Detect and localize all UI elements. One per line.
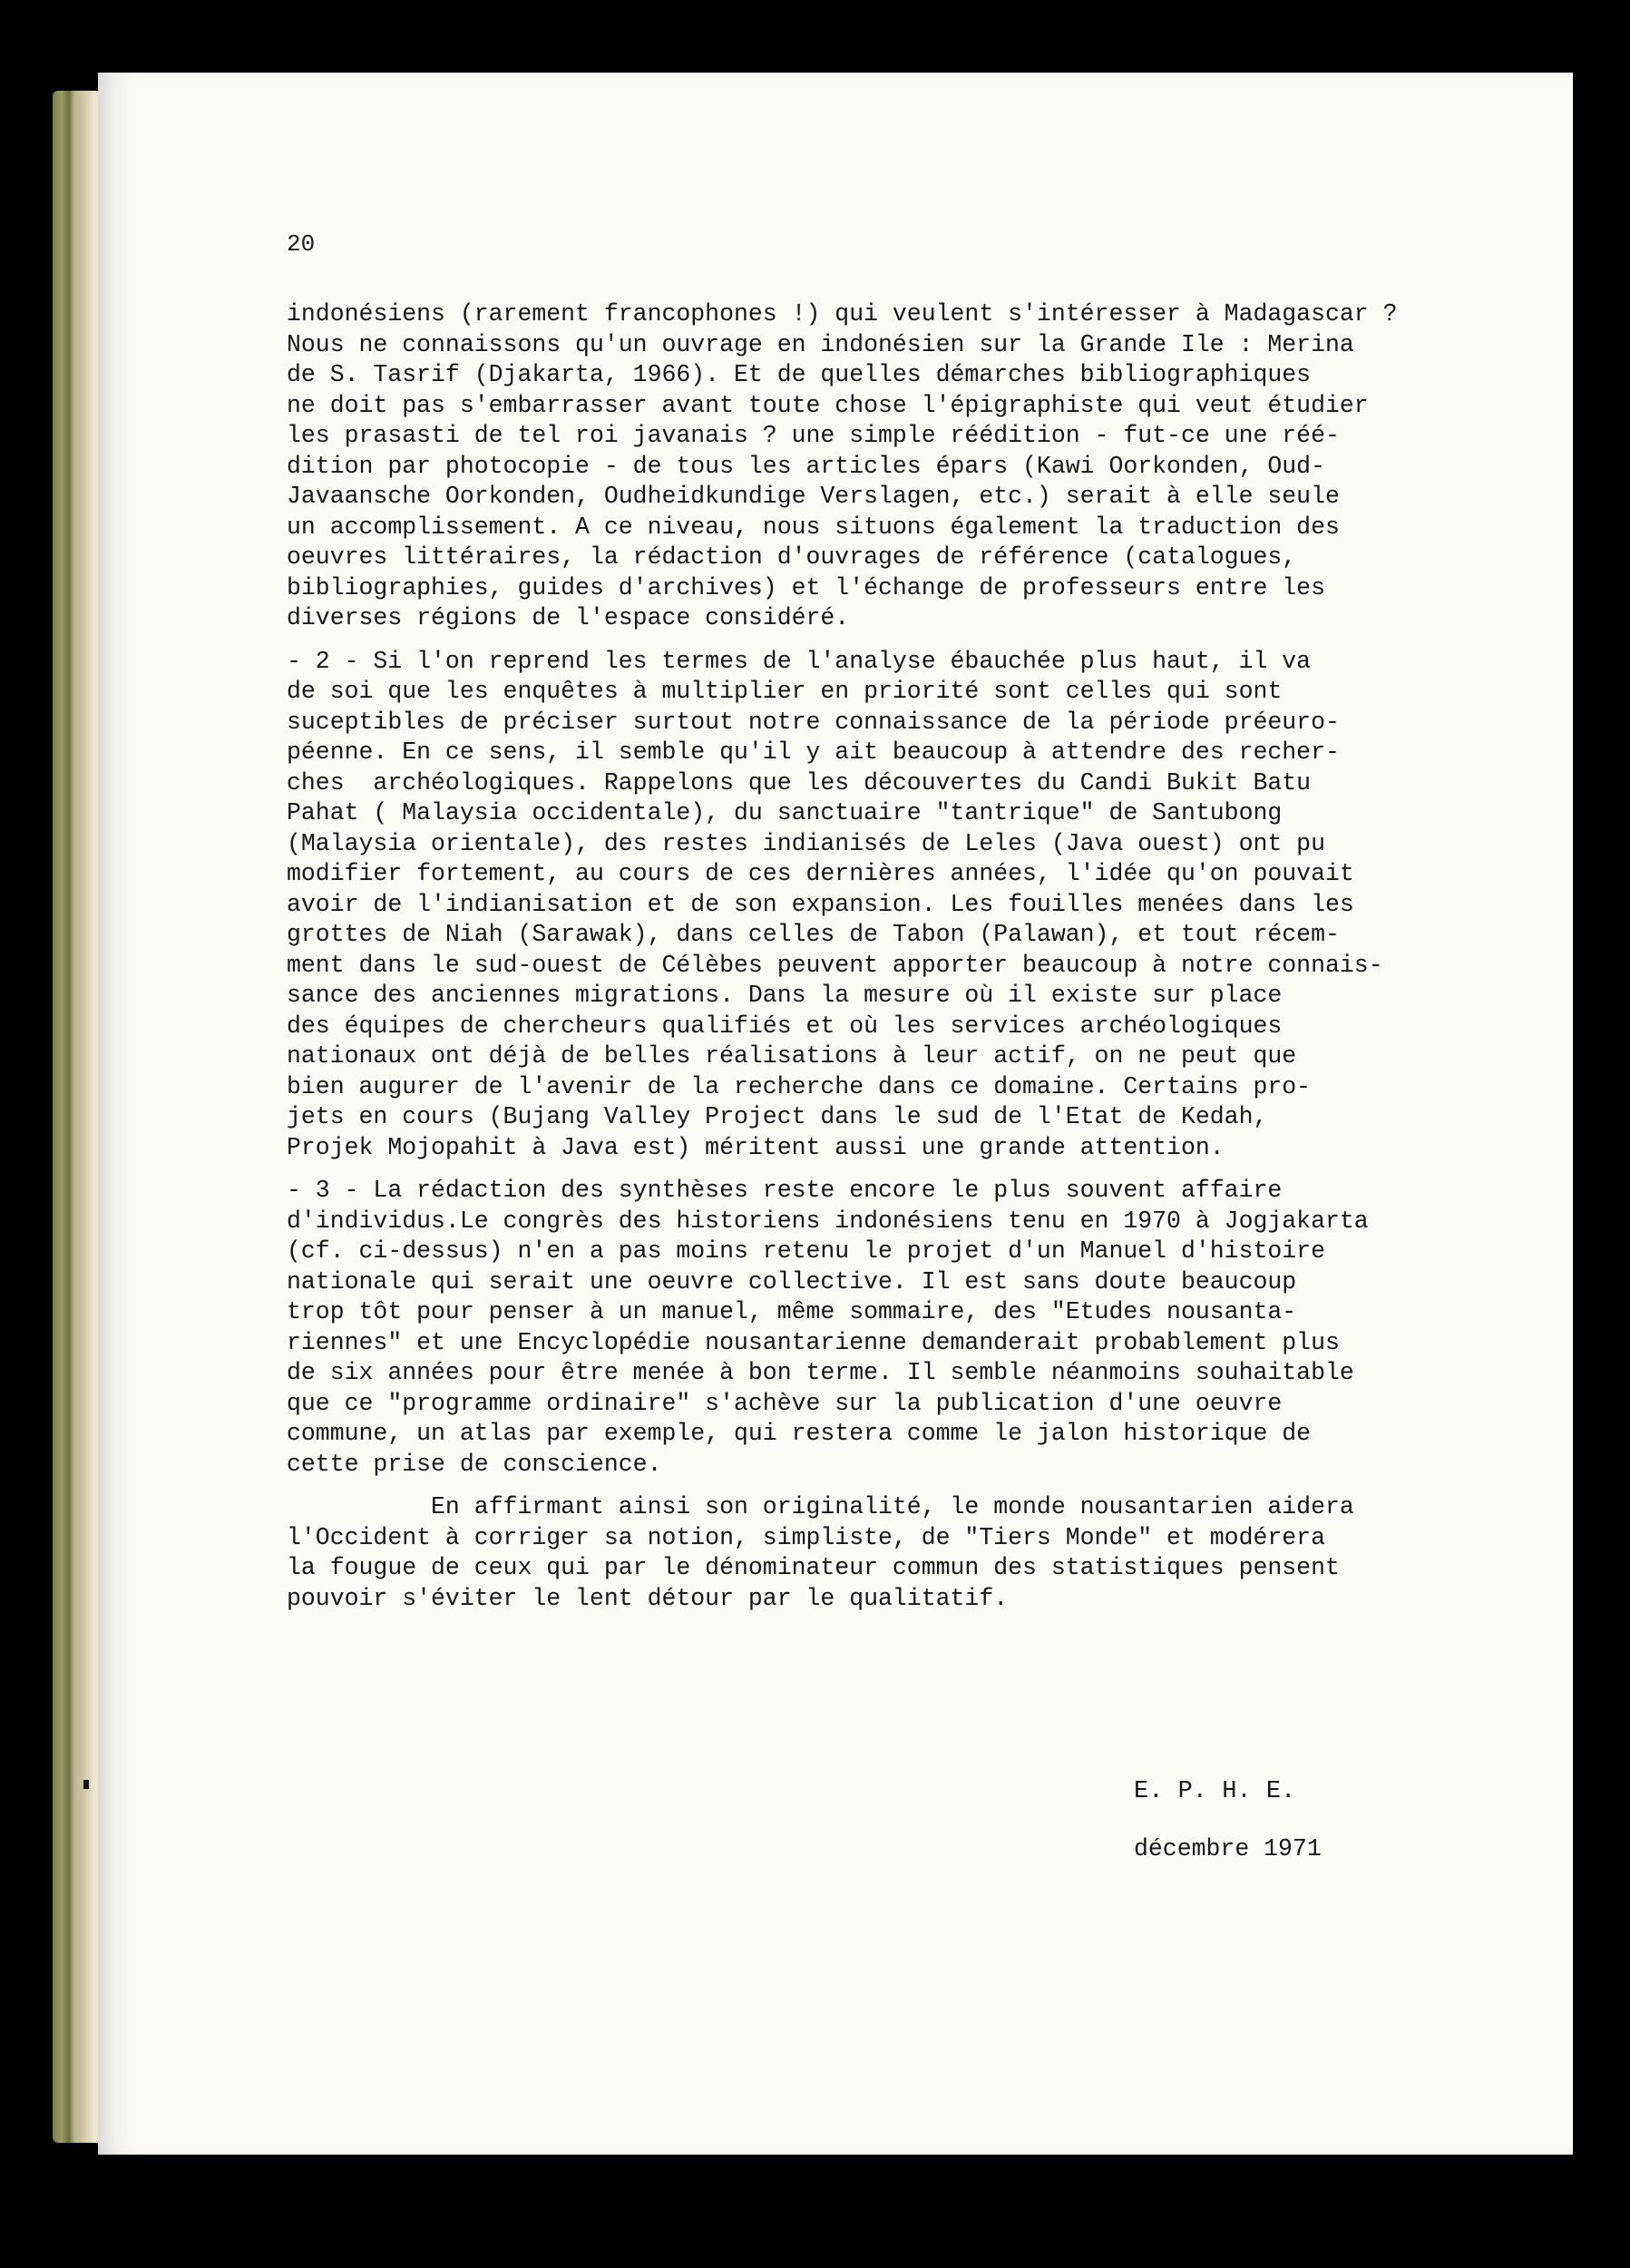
text-line: pouvoir s'éviter le lent détour par le qualitatif. [287,1584,1009,1612]
text-line: jets en cours (Bujang Valley Project dans le sud de l'Etat de Kedah, [287,1103,1268,1130]
text-line: bibliographies, guides d'archives) et l'échange de professeurs entre les [287,573,1325,601]
text-line: l'Occident à corriger sa notion, simpliste, de "Tiers Monde" et modérera [287,1523,1325,1551]
text-line: nationale qui serait une oeuvre collective. Il est sans doute beaucoup [287,1267,1297,1295]
text-line: d'individus.Le congrès des historiens indonésiens tenu en 1970 à Jogjakarta [287,1207,1369,1235]
paragraph [287,1492,1430,1614]
text-line: sance des anciennes migrations. Dans la mesure où il existe sur place [287,982,1283,1009]
paragraph [287,299,1430,634]
text-line: grottes de Niah (Sarawak), dans celles de Tabon (Palawan), et tout récem- [287,921,1340,948]
paragraph [287,1176,1430,1480]
text-line: trop tôt pour penser à un manuel, même sommaire, des "Etudes nousanta- [287,1298,1297,1325]
text-line: - 3 - La rédaction des synthèses reste encore le plus souvent affaire [287,1177,1283,1204]
text-line: (cf. ci-dessus) n'en a pas moins retenu le projet d'un Manuel d'histoire [287,1237,1325,1265]
text-line: ment dans le sud-ouest de Célèbes peuvent apporter beaucoup à notre connais- [287,951,1383,979]
signature-initials: E. P. H. E. [1134,1778,1296,1805]
text-line: cette prise de conscience. [287,1450,662,1478]
text-line: - 2 - Si l'on reprend les termes de l'analyse ébauchée plus haut, il va [287,647,1312,675]
text-line: modifier fortement, au cours de ces dernières années, l'idée qu'on pouvait [287,860,1354,887]
text-line: Javaansche Oorkonden, Oudheidkundige Verslagen, etc.) serait à elle seule [287,483,1340,510]
text-line: les prasasti de tel roi javanais ? une simple réédition - fut-ce une réé- [287,422,1340,449]
text-line: Pahat ( Malaysia occidentale), du sanctuaire "tantrique" de Santubong [287,799,1283,826]
text-line: bien augurer de l'avenir de la recherche dans ce domaine. Certains pro- [287,1072,1312,1100]
text-line: la fougue de ceux qui par le dénominateur commun des statistiques pensent [287,1554,1340,1581]
text-line: riennes" et une Encyclopédie nousantarienne demanderait probablement plus [287,1328,1340,1356]
text-line: (Malaysia orientale), des restes indianisés de Leles (Java ouest) ont pu [287,829,1325,857]
text-line: suceptibles de préciser surtout notre connaissance de la période préeuro- [287,708,1340,736]
text-line: ne doit pas s'embarrasser avant toute chose l'épigraphiste qui veut étudier [287,391,1369,419]
text-line: de soi que les enquêtes à multiplier en priorité sont celles qui sont [287,678,1283,705]
date-line: décembre 1971 [1134,1835,1322,1862]
text-line: diverses régions de l'espace considéré. [287,604,850,631]
text-line: commune, un atlas par exemple, qui restera comme le jalon historique de [287,1420,1312,1447]
text-line: péenne. En ce sens, il semble qu'il y ait beaucoup à attendre des recher- [287,738,1340,766]
page-number: 20 [287,230,316,258]
text-line: nationaux ont déjà de belles réalisations à leur actif, on ne peut que [287,1042,1297,1070]
text-line: de S. Tasrif (Djakarta, 1966). Et de quelles démarches bibliographiques [287,361,1312,388]
paragraph [287,647,1430,1164]
text-line: des équipes de chercheurs qualifiés et où les services archéologiques [287,1012,1283,1040]
text-line: dition par photocopie - de tous les articles épars (Kawi Oorkonden, Oud- [287,452,1325,480]
text-line: indonésiens (rarement francophones !) qui veulent s'intéresser à Madagascar ? [287,300,1398,327]
body-text [287,299,1430,1627]
margin-mark [83,1780,89,1789]
text-line: un accomplissement. A ce niveau, nous situons également la traduction des [287,513,1340,541]
text-line: de six années pour être menée à bon terme. Il semble néanmoins souhaitable [287,1359,1354,1386]
text-line: ches archéologiques. Rappelons que les découvertes du Candi Bukit Batu [287,768,1312,797]
text-line: oeuvres littéraires, la rédaction d'ouvrages de référence (catalogues, [287,543,1297,571]
text-line: En affirmant ainsi son originalité, le monde nousantarien aidera [287,1493,1354,1520]
text-line: que ce "programme ordinaire" s'achève sur la publication d'une oeuvre [287,1389,1283,1417]
text-line: avoir de l'indianisation et de son expansion. Les fouilles menées dans les [287,890,1354,918]
text-line: Nous ne connaissons qu'un ouvrage en indonésien sur la Grande Ile : Merina [287,330,1354,358]
text-line: Projek Mojopahit à Java est) méritent aussi une grande attention. [287,1133,1225,1161]
